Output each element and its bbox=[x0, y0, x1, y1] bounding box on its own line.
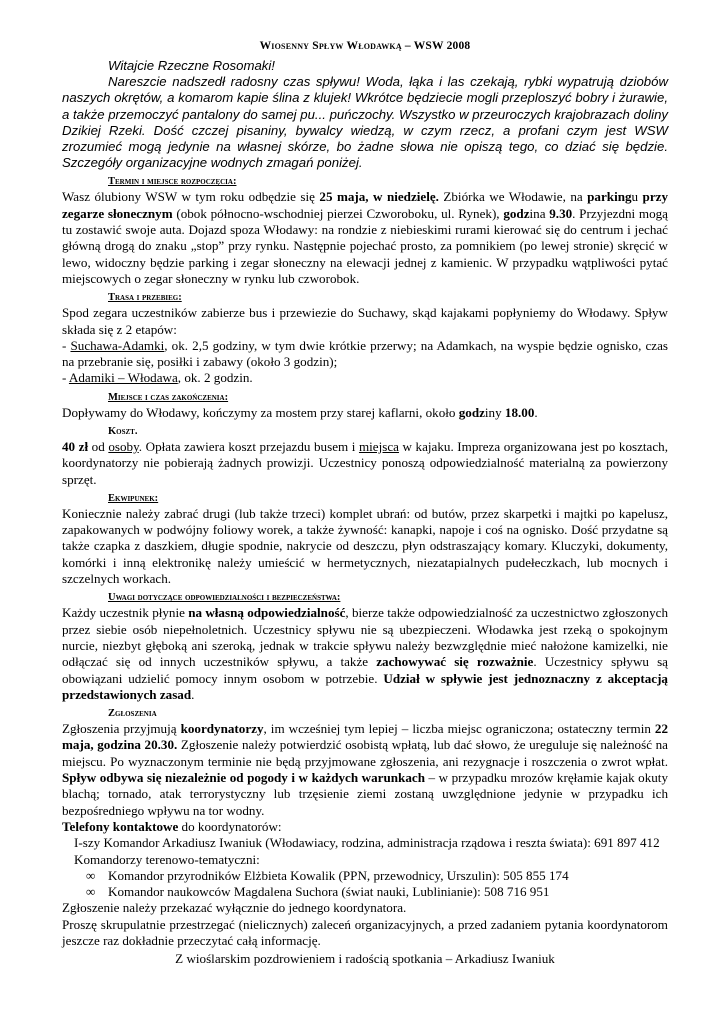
text-run: Zbiórka we Włodawie, na bbox=[438, 189, 588, 205]
section-heading-uwagi: Uwagi dotyczące odpowiedzialności i bezpieczeństwa: bbox=[108, 592, 341, 604]
stage-1 bbox=[62, 338, 668, 371]
stage-2 bbox=[62, 370, 668, 386]
bold-run: Telefony kontaktowe bbox=[62, 818, 179, 834]
text-run: - bbox=[62, 337, 71, 353]
note-single-coordinator: Zgłoszenie należy przekazać wyłącznie do jednego koordynatora. bbox=[62, 900, 407, 916]
bold-run: godz bbox=[503, 205, 530, 221]
contacts-heading bbox=[62, 819, 668, 835]
bold-run: 22 maja, godzina 20.30. bbox=[62, 721, 669, 753]
infinity-bullet-icon: ∞ bbox=[86, 867, 96, 883]
stage-2-link[interactable]: Adamiki – Włodawa bbox=[68, 370, 178, 386]
underlined-run: osoby bbox=[108, 438, 139, 454]
bold-run: parking bbox=[587, 189, 632, 205]
contact-item bbox=[62, 884, 668, 900]
text-run: , im wcześniej tym lepiej – liczba miejsc ograniczona; ostateczny termin bbox=[263, 721, 655, 737]
note-read-carefully: Proszę skrupulatnie przestrzegać (nielicznych) zaleceń organizacyjnych, a przed zadaniem pytania koordynatorom jeszcze raz dokładnie przeczytać całą informację. bbox=[62, 916, 668, 948]
bold-run: koordynatorzy bbox=[180, 721, 264, 737]
section-heading-trasa: Trasa i przebieg: bbox=[108, 292, 182, 304]
text-run: Dopływamy do Włodawy, kończymy za mostem przy starej kaflarni, około bbox=[62, 404, 459, 420]
section-ekwipunek-text: Koniecznie należy zabrać drugi (lub także trzeci) komplet ubrań: od butów, przez skarpetki i majtki po kapelusz, zapakowanych w podwójny foliowy worek, a także żywność: kanapki, napoje i coś na ognisko. Dość przydatne są także czapka z daszkiem, długie spodnie, nakrycie od deszczu, płyn odstraszający komary. Kluczyki, dokumenty, komórki i inną elektronikę należy umieścić w hermetycznych, niezatapialnych pudełeczkach, lub mocnych i szczelnych workach. bbox=[62, 505, 668, 587]
contact-group-label: Komandorzy terenowo-tematyczni: bbox=[74, 851, 260, 867]
text-run: Wasz ólubiony WSW w tym roku odbędzie się bbox=[62, 189, 320, 205]
section-zakonczenie-text bbox=[62, 405, 668, 421]
section-heading-zgloszenia: Zgłoszenia bbox=[108, 708, 157, 720]
text-run: w kajaku. Impreza organizowana jest po kosztach, koordynatorzy nie pobierają żadnych prowizji. Uczestnicy ponoszą odpowiedzialność materialną za powierzony sprzęt. bbox=[62, 438, 668, 487]
bold-run: Udział w spływie jest jednoznaczny z akceptacją przedstawionych zasad bbox=[62, 670, 668, 702]
text-run: – w przypadku mrozów kręłamie kajak okuty blachą; tornado, atak terrorystyczny lub trzęsienie ziemi zostaną uwzględnione jedynie w przypadku ich bezpośredniego wpływu na tor wodny. bbox=[62, 770, 668, 818]
contact-item bbox=[62, 868, 668, 884]
bold-run: 18.00 bbox=[504, 404, 535, 420]
bold-run: przy zegarze słonecznym bbox=[62, 189, 668, 221]
section-koszt-text bbox=[62, 439, 668, 488]
section-heading-koszt: Koszt. bbox=[108, 425, 138, 437]
text-run: Każdy uczestnik płynie bbox=[62, 605, 189, 621]
section-heading-zakonczenie: Miejsce i czas zakończenia: bbox=[108, 391, 229, 403]
text-run: . bbox=[534, 404, 538, 420]
document-title: Wiosenny Spływ Włodawką – WSW 2008 bbox=[259, 40, 471, 52]
contact-main: I-szy Komandor Arkadiusz Iwaniuk (Włodawiacy, rodzina, administracja rządowa i reszta świata): 691 897 412 bbox=[74, 835, 660, 851]
text-run: Zgłoszenie należy potwierdzić osobistą wpłatą, lub dać słowo, że ureguluje się należność na miejscu. Po wyznaczonym terminie nie będą przyjmowane zgłoszenia, ani rezygnacje i roszczenia o zwrot wpłat. bbox=[62, 737, 668, 769]
intro-block bbox=[62, 58, 668, 171]
bold-run: zachowywać się rozważnie bbox=[376, 654, 534, 670]
text-run: u bbox=[631, 189, 643, 205]
bold-run: 25 maja, w niedzielę. bbox=[319, 189, 439, 205]
text-run: . Opłata zawiera koszt przejazdu busem i bbox=[138, 438, 359, 454]
text-run: Zgłoszenia przyjmują bbox=[62, 721, 181, 737]
section-zgloszenia-text bbox=[62, 721, 668, 819]
text-run: , ok. 2,5 godziny, w tym dwie krótkie przerwy; na Adamkach, na wyspie będzie ognisko, czas na przebranie się, posiłki i zabawy (około 3 godzin); bbox=[62, 337, 668, 370]
bold-run: Spływ odbywa się niezależnie od pogody i w każdych warunkach bbox=[62, 770, 425, 786]
section-termin-text bbox=[62, 189, 668, 287]
signature: Z wioślarskim pozdrowieniem i radością spotkania – Arkadiusz Iwaniuk bbox=[175, 951, 555, 967]
text-run: . Przyjezdni mogą tu zostawić swoje auta. Dojazd spoza Włodawy: na rondzie z niebieskimi rurami kierować się do centrum i jechać główną drogą do znaku „stop” przy rynku. Następnie pojechać prosto, za pomnikiem (po lewej stronie) skręcić w lewo, widoczny będzie parking i zegar słoneczny na elewacji jednej z kamienic. W przypadku wątpliwości pytać miejscowych o zegar słoneczny w rynku lub czworobok. bbox=[62, 205, 668, 286]
infinity-bullet-icon: ∞ bbox=[86, 884, 96, 900]
text-run: . bbox=[191, 686, 195, 702]
section-trasa-text: Spod zegara uczestników zabierze bus i przewiezie do Suchawy, skąd kajakami popłyniemy do Włodawy. Spływ składa się z 2 etapów: bbox=[62, 305, 668, 337]
section-heading-termin: Termin i miejsce rozpoczęcia: bbox=[108, 176, 237, 188]
bold-run: 9.30 bbox=[549, 205, 573, 221]
text-run: Komandor naukowców Magdalena Suchora (świat nauki, Lublinianie): 508 716 951 bbox=[108, 884, 550, 900]
bold-run: godz bbox=[458, 404, 485, 420]
text-run: Komandor przyrodników Elżbieta Kowalik (PPN, przewodnicy, Urszulin): 505 855 174 bbox=[108, 867, 569, 883]
intro-text: Nareszcie nadszedł radosny czas spływu! Woda, łąka i las czekają, rybki wypatrują dziobów naszych okrętów, a komarom kapie ślina z klujek! Wkrótce będziecie mogli przeploszyć bobry i żurawie, a także przemoczyć pantalony do samej pu... puńczochy. Wszystko w przeuroczych krajobrazach doliny Dzikiej Rzeki. Dość czczej pisaniny, bywalcy wiedzą, w czym rzecz, a profani czym jest WSW zrozumieć mogą jedynie na własnej skórze, bo żadne słowa nie opiszą tego, co dziać się będzie. Szczegóły organizacyjne wodnych zmagań poniżej. bbox=[62, 74, 668, 171]
text-run: , bierze także odpowiedzialność za uczestnictwo zgłoszonych przez siebie osób niepełnoletnich. Uczestnicy spływu nie są ubezpieczeni. Włodawka jest rzeką o spokojnym nurcie, niezbyt głęboką ani szeroką, jednak w trakcie spływu należy bezwzględnie mieć nałożone kamizelki, nie odłączać się od innych uczestników spływu, a także bbox=[62, 605, 668, 670]
underlined-run: miejsca bbox=[358, 438, 399, 454]
bold-run: 40 zł bbox=[62, 438, 89, 454]
section-uwagi-text bbox=[62, 605, 668, 703]
stage-1-link[interactable]: Suchawa-Adamki bbox=[70, 337, 165, 353]
text-run: - bbox=[62, 370, 69, 386]
text-run: do koordynatorów: bbox=[178, 818, 282, 834]
text-run: . Uczestnicy spływu są obowiązani udzielić pomocy innym osobom w potrzebie. bbox=[62, 654, 668, 686]
text-run: od bbox=[88, 438, 109, 454]
intro-greeting: Witajcie Rzeczne Rosomaki! bbox=[108, 58, 275, 73]
text-run: , ok. 2 godzin. bbox=[177, 370, 253, 386]
section-heading-ekwipunek: Ekwipunek: bbox=[108, 492, 159, 504]
bold-run: na własną odpowiedzialność bbox=[188, 605, 346, 621]
document-page bbox=[62, 30, 668, 967]
text-run: iny bbox=[484, 404, 505, 420]
text-run: ina bbox=[529, 205, 550, 221]
text-run: (obok północno-wschodniej pierzei Czworoboku, ul. Rynek), bbox=[172, 205, 504, 221]
